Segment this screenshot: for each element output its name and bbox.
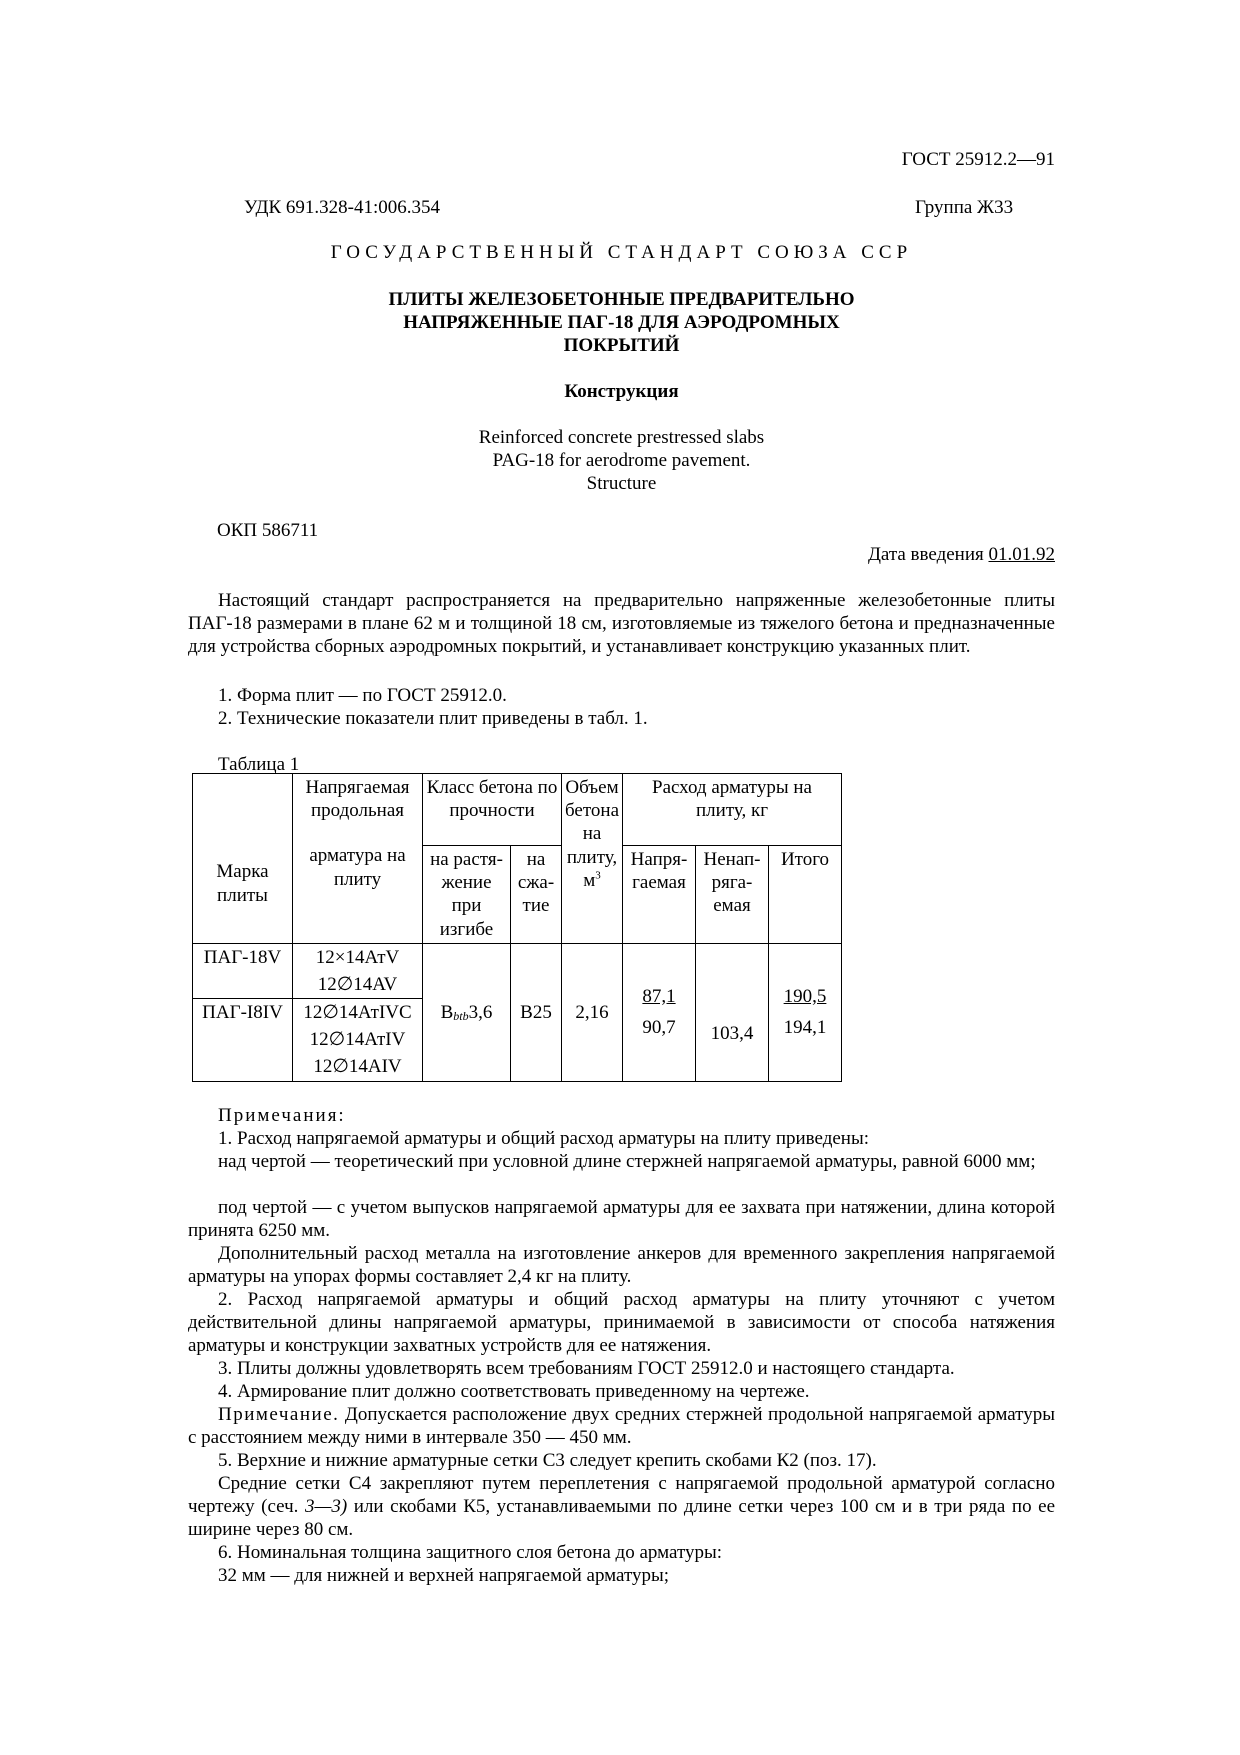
note-1a: над чертой — теоретический при условной длине стержней напрягаемой арматуры, равной 6000 мм;	[218, 1151, 1036, 1172]
header-rebar-line-4: плиту	[333, 868, 382, 890]
title-line-1: ПЛИТЫ ЖЕЛЕЗОБЕТОННЫЕ ПРЕДВАРИТЕЛЬНО	[388, 289, 855, 310]
cell-rebar-2: 12∅14AV	[317, 973, 398, 995]
intro-date	[700, 544, 1055, 567]
header-volume-sup: 3	[595, 869, 601, 882]
clause-2: 2. Технические показатели плит приведены в табл. 1.	[218, 708, 648, 729]
group-code: Группа Ж33	[915, 197, 1014, 218]
cell-prestressed-over: 87,1	[642, 985, 676, 1007]
clause-4: 4. Армирование плит должно соответствовать приведенному на чертеже.	[218, 1381, 810, 1402]
clause-5b-ital: 3—3)	[304, 1495, 348, 1517]
table-header-row-1	[193, 774, 842, 846]
cell-class-tension-sub: btb	[453, 1008, 469, 1023]
header-nonprestressed: Ненап-ряга-емая	[696, 846, 769, 944]
intro-date-value: 01.01.92	[988, 544, 1055, 565]
intro-paragraph: Настоящий стандарт распространяется на предварительно напряженные железобетонные плиты ПАГ-18 размерами в плане 62 м и толщиной 18 см, изготовляемые из тяжелого бетона и предназначенные для устройства сборных аэродромных покрытий, и устанавливает конструкцию указанных плит.	[188, 590, 1055, 657]
cell-prestressed	[623, 943, 696, 1081]
cell-volume: 2,16	[562, 943, 623, 1081]
cell-class-tension-value: 3,6	[468, 1001, 493, 1023]
header-rebar-line-1: Напрягаемая	[305, 777, 410, 798]
udk-code: УДК 691.328-41:006.354	[244, 197, 441, 218]
header-consumption: Расход арматуры на плиту, кг	[623, 774, 842, 846]
clause-5b-pre: Средние сетки С4 закрепляют путем переплетения с напрягаемой продольной арматурой согласно чертежу (сеч.	[188, 1473, 1055, 1517]
document-subtitle: Конструкция	[564, 381, 679, 402]
clause-6a: 32 мм — для нижней и верхней напрягаемой арматуры;	[218, 1565, 670, 1586]
english-title	[188, 427, 1055, 495]
clause-4-note-text: Допускается расположение двух средних стержней продольной напрягаемой арматуры с расстоянием между ними в интервале 350 — 450 мм.	[188, 1404, 1055, 1448]
header-rebar	[293, 774, 423, 944]
header-rebar-line-2: продольная	[310, 800, 405, 822]
clause-1: 1. Форма плит — по ГОСТ 25912.0.	[218, 685, 507, 706]
okp-code: ОКП 586711	[217, 520, 319, 541]
cell-rebar-1: 12×14АтV	[315, 946, 400, 968]
header-volume-line-1: Объем бетона на	[565, 777, 620, 845]
cell-class-tension	[423, 943, 511, 1081]
english-title-line-3: Structure	[586, 472, 657, 494]
header-concrete-class: Класс бетона по прочности	[423, 774, 562, 846]
header-volume-unit: плиту, м	[566, 846, 618, 891]
header-compression: на сжа-тие	[511, 846, 562, 944]
cell-prestressed-under: 90,7	[642, 1017, 676, 1039]
header-volume-line-2	[565, 846, 619, 892]
notes-title: Примечания:	[218, 1105, 346, 1126]
cell-mark-2: ПАГ-I8IV	[193, 999, 293, 1082]
clause-5b	[188, 1473, 1055, 1541]
gost-number: ГОСТ 25912.2—91	[901, 149, 1055, 170]
table-row	[193, 943, 842, 998]
cell-rebar-group-2	[293, 999, 423, 1082]
note-1b: под чертой — с учетом выпусков напрягаемой арматуры для ее захвата при натяжении, длина которой принята 6250 мм.	[188, 1197, 1055, 1241]
document-title	[188, 289, 1055, 357]
intro-date-label: Дата введения	[867, 544, 984, 565]
header-total: Итого	[769, 846, 842, 944]
title-line-2: НАПРЯЖЕННЫЕ ПАГ-18 ДЛЯ АЭРОДРОМНЫХ	[403, 311, 840, 333]
cell-total-over: 190,5	[783, 985, 827, 1007]
cell-rebar-3: 12∅14АтIVC	[303, 1002, 412, 1024]
cell-rebar-4: 12∅14АтIV	[309, 1029, 406, 1051]
clause-5b-post: или скобами К5, устанавливаемыми по длине сетки через 100 см и в три ряда по ее ширине через 80 см.	[188, 1495, 1055, 1540]
clause-5: 5. Верхние и нижние арматурные сетки С3 следует крепить скобами К2 (поз. 17).	[218, 1450, 877, 1471]
header-mark: Марка плиты	[193, 774, 293, 944]
clause-4-note	[188, 1404, 1055, 1450]
table-caption: Таблица 1	[218, 754, 300, 775]
note-2: 2. Расход напрягаемой арматуры и общий расход арматуры на плиту уточняют с учетом действительной длины напрягаемой арматуры, принимаемой в зависимости от способа натяжения арматуры и конструкции захватных устройств для ее натяжения.	[188, 1289, 1055, 1356]
cell-total-under: 194,1	[783, 1017, 827, 1039]
cell-nonprestressed: 103,4	[696, 943, 769, 1081]
english-title-line-1: Reinforced concrete prestressed slabs	[478, 427, 765, 448]
title-line-3: ПОКРЫТИЙ	[563, 334, 680, 356]
note-1c: Дополнительный расход металла на изготовление анкеров для временного закрепления напрягаемой арматуры на упорах формы составляет 2,4 кг на плиту.	[188, 1243, 1055, 1287]
cell-mark-1: ПАГ-18V	[193, 943, 293, 998]
clause-6: 6. Номинальная толщина защитного слоя бетона до арматуры:	[218, 1542, 723, 1563]
cell-class-tension-prefix: B	[440, 1001, 454, 1023]
english-title-line-2: PAG-18 for aerodrome pavement.	[492, 449, 751, 471]
header-tension: на растя-жение при изгибе	[423, 846, 511, 944]
state-standard-heading: ГОСУДАРСТВЕННЫЙ СТАНДАРТ СОЮЗА ССР	[330, 242, 913, 263]
header-volume	[562, 774, 623, 944]
note-1: 1. Расход напрягаемой арматуры и общий расход арматуры на плиту приведены:	[218, 1128, 870, 1149]
cell-rebar-5: 12∅14AIV	[313, 1056, 402, 1078]
cell-class-compression: B25	[511, 943, 562, 1081]
clause-3: 3. Плиты должны удовлетворять всем требованиям ГОСТ 25912.0 и настоящего стандарта.	[218, 1358, 955, 1379]
table-1	[192, 773, 842, 1082]
header-prestressed: Напря-гаемая	[623, 846, 696, 944]
clause-4-note-label: Примечание.	[218, 1404, 340, 1425]
header-rebar-line-3: арматура на	[309, 845, 406, 867]
cell-rebar-group-1	[293, 943, 423, 998]
cell-total	[769, 943, 842, 1081]
